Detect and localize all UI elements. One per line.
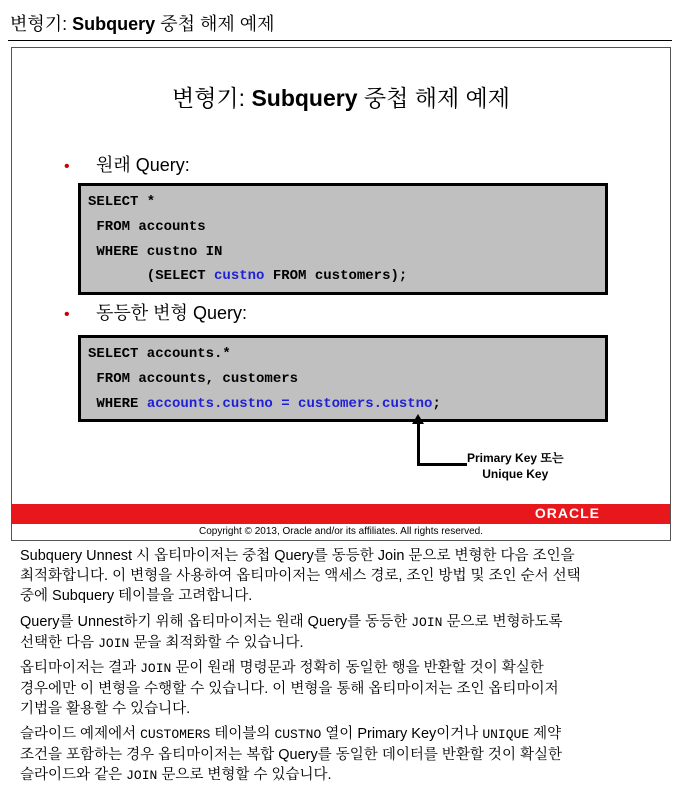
text-line: 최적화합니다. 이 변형을 사용하여 옵티마이저는 액세스 경로, 조인 방법 및 조인 순서 선택 — [20, 568, 581, 584]
header-suffix: 중첩 해제 예제 — [155, 14, 275, 34]
text-line: 중에 Subquery 테이블을 고려합니다. — [20, 588, 253, 604]
text-line: 경우에만 이 변형을 수행할 수 있습니다. 이 변형을 통해 옵티마이저는 조인 옵티마이저 — [20, 681, 559, 697]
bullet-dot-icon: • — [64, 158, 70, 175]
header-prefix: 변형기: — [10, 14, 73, 34]
text-fragment: 문으로 변형할 수 있습니다. — [157, 767, 332, 783]
code-fragment: (SELECT — [88, 268, 215, 284]
copyright-notice: Copyright © 2013, Oracle and/or its affiliates. All rights reserved. — [199, 526, 483, 537]
bullet-dot-icon: • — [64, 306, 70, 323]
slide-title-suffix: 중첩 해제 예제 — [357, 85, 510, 111]
bullet-label: 원래 Query: — [96, 155, 190, 175]
text-line — [20, 724, 562, 745]
text-fragment: Query를 Unnest하기 위해 옵티마이저는 원래 Query를 동등한 — [20, 614, 412, 630]
text-fragment: 테이블의 — [210, 726, 275, 742]
code-line: SELECT * — [88, 194, 156, 210]
code-term: UNIQUE — [482, 727, 530, 742]
slide-title-prefix: 변형기: — [172, 85, 252, 111]
code-term: JOIN — [140, 661, 172, 676]
oracle-logo: ORACLE — [534, 505, 600, 521]
text-fragment: 문으로 변형하도록 — [442, 614, 563, 630]
text-fragment: 열이 Primary Key이거나 — [321, 726, 483, 742]
code-fragment: ; — [432, 396, 441, 412]
header-bold: Subquery — [72, 14, 156, 34]
text-line: 조건을 포함하는 경우 옵티마이저는 복합 Query를 동일한 데이터를 반환할 것이 확실한 — [20, 747, 562, 763]
paragraph-4 — [20, 724, 562, 786]
code-highlight: accounts.custno = customers.custno — [146, 396, 433, 412]
bullet-transformed-query — [64, 299, 247, 325]
text-line — [20, 612, 563, 633]
header-divider — [8, 40, 672, 41]
code-box-original — [78, 183, 608, 295]
code-term: CUSTOMERS — [140, 727, 211, 742]
text-fragment: 문을 최적화할 수 있습니다. — [129, 635, 304, 651]
callout-line: Unique Key — [482, 467, 549, 481]
code-term: JOIN — [126, 768, 158, 783]
slide-title — [12, 80, 670, 113]
arrow-connector — [417, 463, 467, 466]
text-fragment: 슬라이드와 같은 — [20, 767, 127, 783]
paragraph-3 — [20, 658, 559, 719]
text-line — [20, 765, 562, 786]
text-line: 기법을 활용할 수 있습니다. — [20, 701, 191, 717]
code-term: CUSTNO — [274, 727, 322, 742]
slide-title-bold: Subquery — [251, 85, 358, 111]
code-line: FROM accounts — [88, 219, 206, 235]
code-box-transformed — [78, 335, 608, 422]
code-fragment: WHERE — [88, 396, 147, 412]
bullet-original-query — [64, 151, 190, 177]
code-highlight: custno — [214, 268, 265, 284]
code-line: WHERE custno IN — [88, 244, 223, 260]
oracle-footer-bar — [12, 504, 670, 524]
code-line: SELECT accounts.* — [88, 346, 231, 362]
arrow-connector — [417, 422, 420, 466]
slide-frame — [11, 47, 671, 541]
text-fragment: 제약 — [529, 726, 562, 742]
text-fragment: 문이 원래 명령문과 정확히 동일한 행을 반환할 것이 확실한 — [171, 660, 544, 676]
code-line: FROM accounts, customers — [88, 371, 299, 387]
bullet-label: 동등한 변형 Query: — [96, 303, 247, 323]
page-header — [10, 10, 275, 36]
code-line — [88, 268, 407, 284]
text-fragment: 슬라이드 예제에서 — [20, 726, 141, 742]
code-line — [88, 396, 441, 412]
text-line: Subquery Unnest 시 옵티마이저는 중첩 Query를 동등한 Join 문으로 변형한 다음 조인을 — [20, 548, 575, 564]
code-term: JOIN — [98, 636, 130, 651]
text-fragment: 선택한 다음 — [20, 635, 99, 651]
text-fragment: 옵티마이저는 결과 — [20, 660, 141, 676]
paragraph-2 — [20, 612, 563, 654]
primary-key-callout — [467, 450, 564, 482]
code-term: JOIN — [411, 615, 443, 630]
text-line — [20, 633, 563, 654]
paragraph-1 — [20, 546, 581, 606]
callout-line: Primary Key 또는 — [467, 451, 564, 465]
explanation-text — [20, 546, 660, 783]
text-line — [20, 658, 559, 679]
code-fragment: FROM customers); — [264, 268, 408, 284]
